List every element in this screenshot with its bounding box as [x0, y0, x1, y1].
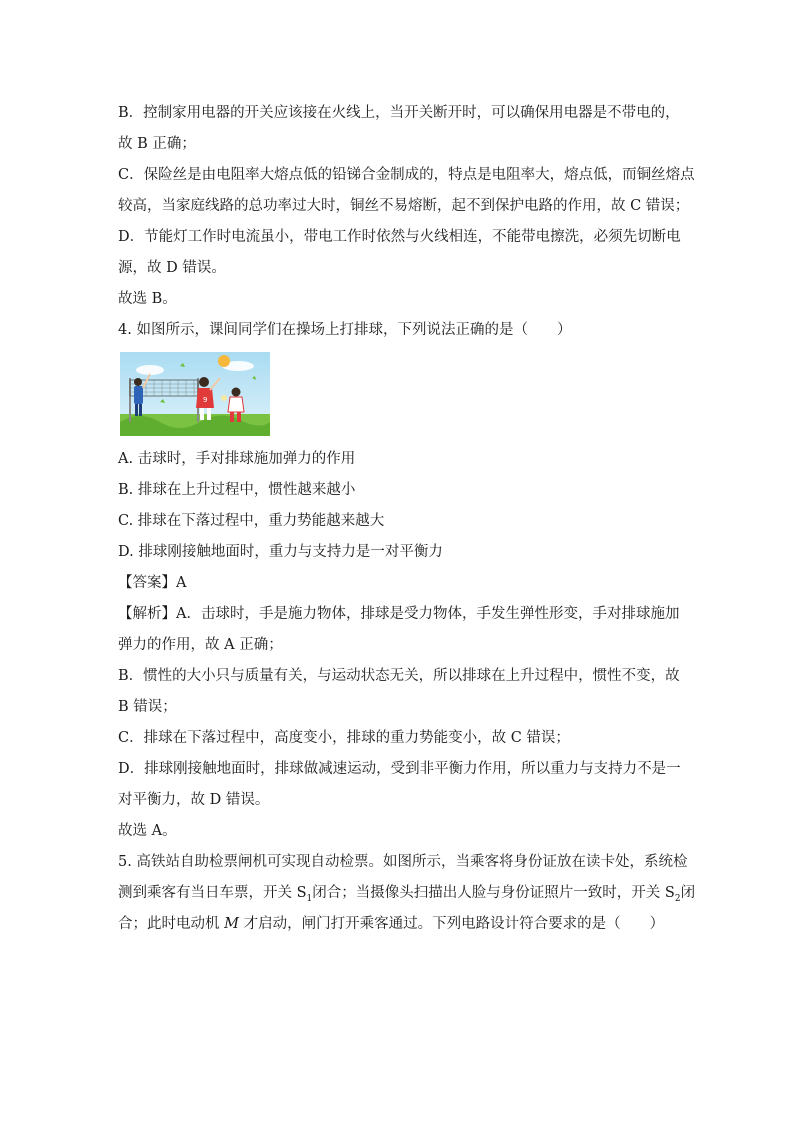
- switch-s2-subscript: 2: [674, 893, 681, 904]
- q4-stem: 4. 如图所示，课间同学们在操场上打排球，下列说法正确的是（ ）: [118, 322, 572, 338]
- q4-analysis-d-line1: D．排球刚接触地面时，排球做减速运动，受到非平衡力作用，所以重力与支持力不是一: [118, 761, 681, 777]
- q4-option-b: B. 排球在上升过程中，惯性越来越小: [118, 482, 356, 498]
- q5-stem-line1: 5. 高铁站自助检票闸机可实现自动检票。如图所示，当乘客将身份证放在读卡处，系统检: [118, 854, 688, 870]
- q3-option-b-explanation-line1: B．控制家用电器的开关应该接在火线上，当开关断开时，可以确保用电器是不带电的，: [118, 105, 680, 121]
- q4-analysis-a-line1: 【解析】A．击球时，手是施力物体，排球是受力物体，手发生弹性形变，手对排球施加: [118, 606, 680, 622]
- q3-option-b-explanation-line2: 故 B 正确；: [118, 136, 196, 152]
- q4-analysis-d-line2: 对平衡力，故 D 错误。: [118, 792, 270, 808]
- motor-symbol: M: [224, 916, 239, 932]
- switch-s1-subscript: 1: [306, 893, 313, 904]
- q4-option-d: D. 排球刚接触地面时，重力与支持力是一对平衡力: [118, 544, 443, 560]
- q3-option-c-explanation-line2: 较高，当家庭线路的总功率过大时，铜丝不易熔断，起不到保护电路的作用，故 C 错误；: [118, 198, 690, 214]
- svg-text:9: 9: [203, 396, 208, 404]
- q3-conclusion: 故选 B。: [118, 291, 177, 307]
- q4-conclusion: 故选 A。: [118, 823, 177, 839]
- q5-text: 合；此时电动机: [118, 916, 225, 932]
- q4-analysis-a-line2: 弹力的作用，故 A 正确；: [118, 637, 283, 653]
- document-page: [118, 98, 696, 940]
- q4-analysis-b-line1: B．惯性的大小只与质量有关，与运动状态无关，所以排球在上升过程中，惯性不变，故: [118, 668, 680, 684]
- q5-text: 测到乘客有当日车票，开关 S: [118, 885, 307, 901]
- q5-text: 闭: [680, 885, 696, 901]
- q3-option-d-explanation-line1: D．节能灯工作时电流虽小，带电工作时依然与火线相连，不能带电擦洗，必须先切断电: [118, 229, 681, 245]
- volleyball-ball-icon: [218, 355, 230, 367]
- q4-analysis-c: C．排球在下落过程中，高度变小，排球的重力势能变小，故 C 错误；: [118, 730, 570, 746]
- q5-text: 才启动，闸门打开乘客通过。下列电路设计符合要求的是（ ）: [238, 916, 665, 932]
- volleyball-illustration: [120, 352, 270, 436]
- q5-stem-line2: [118, 878, 696, 909]
- q4-analysis-b-line2: B 错误；: [118, 699, 177, 715]
- q3-option-d-explanation-line2: 源，故 D 错误。: [118, 260, 226, 276]
- q4-option-c: C. 排球在下落过程中，重力势能越来越大: [118, 513, 385, 529]
- q3-option-c-explanation-line1: C．保险丝是由电阻率大熔点低的铅锑合金制成的，特点是电阻率大，熔点低，而铜丝熔点: [118, 167, 695, 183]
- q5-stem-line3: [118, 909, 684, 940]
- q4-option-a: A. 击球时，手对排球施加弹力的作用: [118, 451, 356, 467]
- q4-answer: 【答案】A: [118, 575, 187, 591]
- q5-text: 闭合；当摄像头扫描出人脸与身份证照片一致时，开关 S: [312, 885, 675, 901]
